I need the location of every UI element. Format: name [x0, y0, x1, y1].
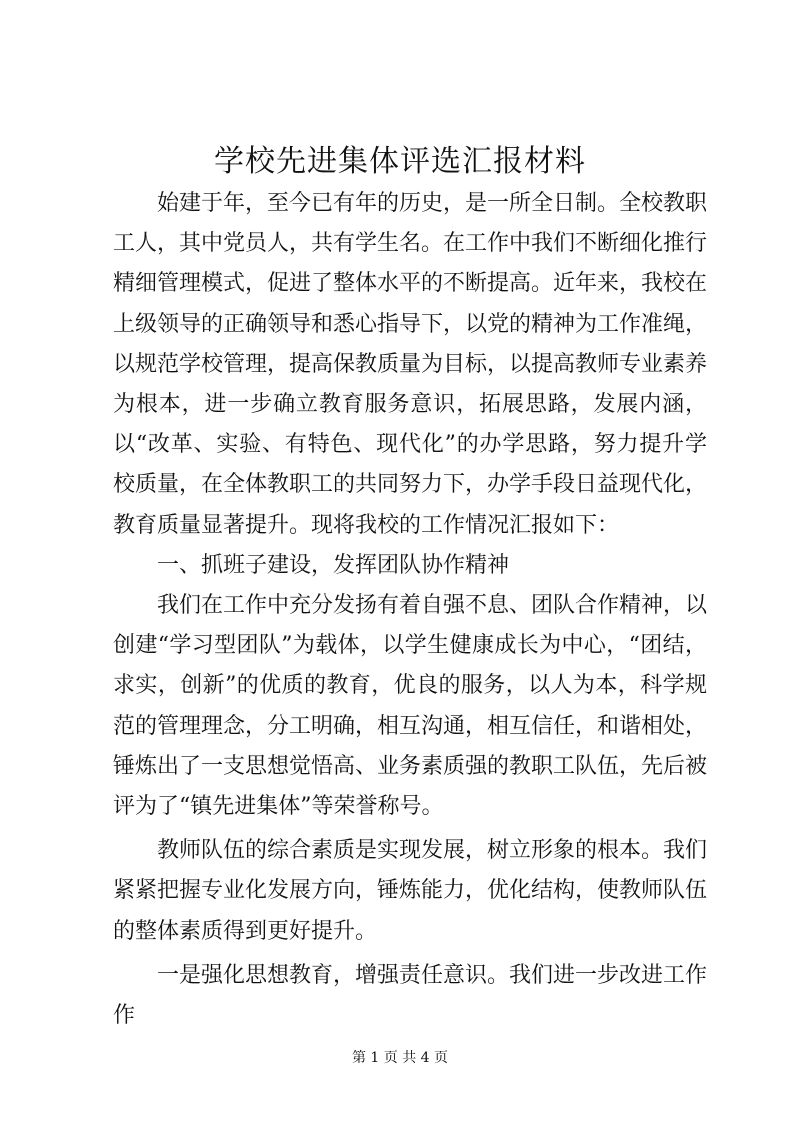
page-footer: 第 1 页 共 4 页 — [351, 1050, 449, 1066]
document-body — [113, 184, 707, 1036]
paragraph-team: 我们在工作中充分发扬有着自强不息、团队合作精神，以创建“学习型团队”为载体，以学生健康成长为中心，“团结，求实，创新”的优质的教育，优良的服务，以人为本，科学规范的管理理念，分工明确，相互沟通，相互信任，和谐相处，锤炼出了一支思想觉悟高、业务素质强的教职工队伍，先后被评为了“镇先进集体”等荣誉称号。 — [113, 593, 708, 820]
document-title: 学校先进集体评选汇报材料 — [214, 144, 586, 179]
paragraph-teachers: 教师队伍的综合素质是实现发展，树立形象的根本。我们紧紧把握专业化发展方向，锤炼能力，优化结构，使教师队伍的整体素质得到更好提升。 — [113, 838, 708, 944]
section-heading-1: 一、抓班子建设，发挥团队协作精神 — [157, 552, 510, 578]
paragraph-point-1: 一是强化思想教育，增强责任意识。我们进一步改进工作作 — [113, 962, 708, 1029]
paragraph-intro: 始建于年，至今已有年的历史，是一所全日制。全校教职工人，其中党员人，共有学生名。在工作中我们不断细化推行精细管理模式，促进了整体水平的不断提高。近年来，我校在上级领导的正确领导和悉心指导下，以党的精神为工作准绳，以规范学校管理，提高保教质量为目标，以提高教师专业素养为根本，进一步确立教育服务意识，拓展思路，发展内涵，以“改革、实验、有特色、现代化”的办学思路，努力提升学校质量，在全体教职工的共同努力下，办学手段日益现代化，教育质量显著提升。现将我校的工作情况汇报如下： — [113, 191, 708, 538]
